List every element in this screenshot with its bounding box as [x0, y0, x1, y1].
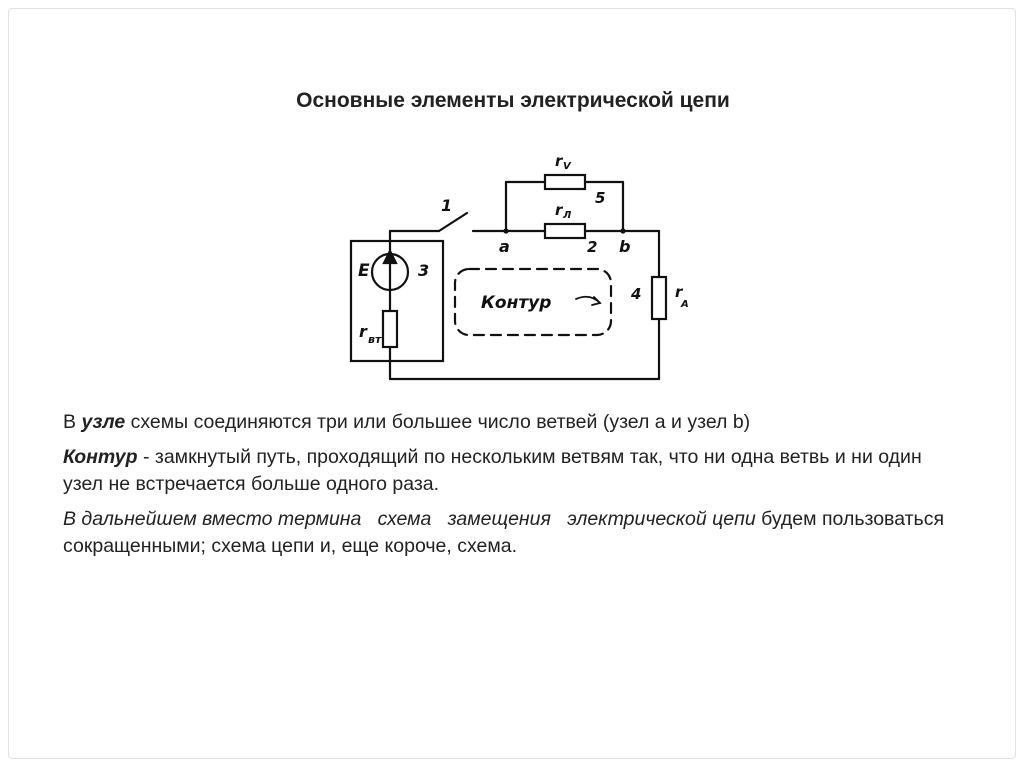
p3-post: будем пользоваться сокращенными; схема цепи и, еще короче, схема. [63, 508, 945, 557]
p2-term: Контур [63, 446, 138, 468]
rl-subscript: Л [563, 210, 572, 221]
rl-label: r [555, 201, 563, 219]
resistor-rv [545, 175, 585, 189]
rvt-subscript: вт [368, 333, 382, 346]
switch-label: 1 [441, 196, 453, 215]
rv-subscript: V [563, 161, 571, 172]
slide-title: Основные элементы электрической цепи [296, 89, 730, 112]
branch-2-label: 2 [587, 238, 598, 256]
emf-label: E [358, 261, 370, 281]
p3-italic: В дальнейшем вместо термина схема замещения электрической цепи [63, 508, 756, 530]
node-b-dot [620, 228, 625, 233]
paragraph-contour [63, 444, 963, 498]
ra-subscript: A [681, 299, 689, 310]
paragraph-node [63, 409, 963, 436]
p1-pre: В [63, 411, 82, 433]
node-b-label: b [619, 237, 631, 256]
resistor-rl [545, 224, 585, 238]
node-a-label: a [499, 237, 510, 256]
circuit-svg [341, 141, 711, 393]
p1-term: узле [81, 411, 126, 433]
rv-label: r [555, 152, 563, 170]
switch-blade [439, 213, 467, 231]
circuit-diagram [341, 141, 711, 393]
paragraph-terminology [63, 506, 963, 560]
branch-4-label: 4 [631, 285, 642, 303]
source-number: 3 [418, 261, 430, 280]
branch-5-label: 5 [595, 189, 606, 207]
p2-post: - замкнутый путь, проходящий по нескольким ветвям так, что ни одна ветвь и ни один узел не встречается больше одного раза. [63, 446, 922, 495]
slide [8, 8, 1016, 759]
p1-post: схемы соединяются три или большее число ветвей (узел a и узел b) [125, 411, 751, 433]
rvt-label: r [359, 322, 367, 341]
resistor-ra [652, 277, 666, 319]
contour-label: Контур [481, 293, 552, 313]
node-a-dot [503, 228, 508, 233]
ra-label: r [675, 283, 683, 301]
body-text [63, 409, 963, 568]
resistor-rvt [383, 311, 397, 347]
